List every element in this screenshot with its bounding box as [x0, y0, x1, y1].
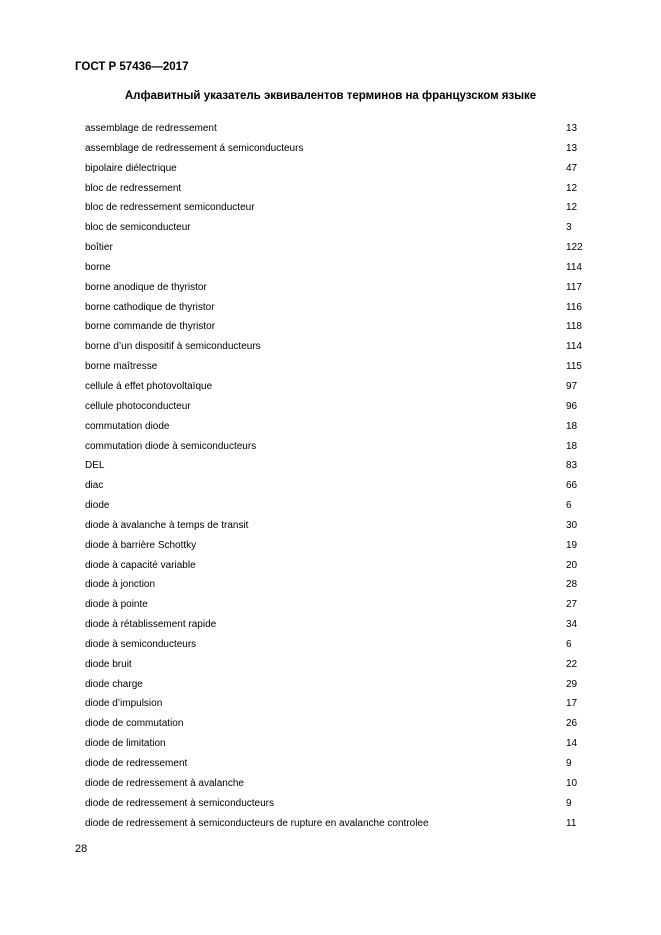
term-number: 114: [566, 341, 582, 353]
index-entry: [85, 496, 585, 516]
index-entry: [85, 258, 585, 278]
term-number: 13: [566, 142, 578, 154]
term-number: 17: [566, 698, 578, 710]
term-name: bipolaire diélectrique: [85, 162, 177, 174]
index-entry: [85, 198, 585, 218]
term-number: 116: [566, 301, 582, 313]
index-entry: [85, 714, 585, 734]
index-entry: [85, 456, 585, 476]
term-name: assemblage de redressement: [85, 123, 217, 134]
term-number: 83: [566, 460, 578, 472]
term-number: 10: [566, 777, 578, 789]
term-name: diode à semiconducteurs: [85, 638, 197, 650]
term-name: assemblage de redressement á semiconducteurs: [85, 142, 304, 154]
index-entry: [85, 417, 585, 437]
term-number: 14: [566, 738, 578, 750]
term-number: 22: [566, 658, 578, 670]
term-number: 114: [566, 261, 582, 273]
index-entry: [85, 159, 585, 179]
index-entry: [85, 536, 585, 556]
term-name: diode à jonction: [85, 579, 156, 591]
term-number: 97: [566, 380, 578, 392]
term-name: diode d’impulsion: [85, 698, 163, 710]
term-number: 122: [566, 242, 583, 254]
term-name: borne commande de thyristor: [85, 321, 216, 333]
index-entry: [85, 357, 585, 377]
index-entry: [85, 575, 585, 595]
index-entry: [85, 774, 585, 794]
term-number: 27: [566, 599, 578, 611]
term-number: 11: [566, 817, 577, 829]
index-entry: [85, 516, 585, 536]
index-title: Алфавитный указатель эквивалентов терминов на французском языке: [124, 90, 537, 102]
term-number: 115: [566, 361, 582, 373]
index-entry: [85, 556, 585, 576]
index-entry: [85, 794, 585, 814]
term-name: diode de limitation: [85, 738, 166, 750]
index-entry: [85, 119, 585, 139]
term-name: borne maîtresse: [85, 361, 158, 373]
term-name: diode de redressement: [85, 758, 188, 769]
index-entry: [85, 238, 585, 258]
term-number: 12: [566, 202, 578, 214]
term-name: diode: [85, 500, 110, 512]
term-name: diac: [85, 480, 104, 492]
term-name: DEL: [85, 460, 105, 472]
term-number: 66: [566, 480, 578, 492]
term-name: cellule á effet photovoltaïque: [85, 380, 213, 392]
term-name: bloc de redressement semiconducteur: [85, 202, 255, 214]
index-entry: [85, 337, 585, 357]
index-entry: [85, 377, 585, 397]
term-number: 18: [566, 440, 578, 452]
term-number: 96: [566, 400, 578, 412]
term-name: borne anodique de thyristor: [85, 281, 207, 293]
term-name: borne: [85, 261, 111, 273]
term-number: 34: [566, 619, 578, 631]
term-number: 6: [566, 500, 572, 512]
term-name: diode à capacité variable: [85, 559, 196, 571]
term-number: 118: [566, 321, 582, 333]
term-name: commutation diode à semiconducteurs: [85, 440, 257, 452]
index-entry: [85, 675, 585, 695]
term-number: 47: [566, 162, 578, 174]
term-number: 9: [566, 797, 572, 809]
index-entry: [85, 317, 585, 337]
term-number: 13: [566, 123, 578, 134]
term-name: diode de redressement à semiconducteurs: [85, 797, 274, 809]
index-entry: [85, 754, 585, 774]
index-entry: [85, 655, 585, 675]
index-entry: [85, 218, 585, 238]
document-code: ГОСТ Р 57436—2017: [75, 61, 189, 73]
term-name: diode à rétablissement rapide: [85, 619, 217, 631]
term-name: boîtier: [85, 242, 113, 254]
term-name: diode de redressement à avalanche: [85, 777, 244, 789]
term-number: 28: [566, 579, 578, 591]
term-number: 30: [566, 519, 578, 531]
index-entry: [85, 734, 585, 754]
term-name: diode de redressement à semiconducteurs de rupture en avalanche controlee: [85, 817, 429, 829]
index-entry: [85, 814, 585, 834]
term-name: diode à avalanche à temps de transit: [85, 519, 249, 531]
term-name: diode bruit: [85, 658, 132, 670]
term-name: diode de commutation: [85, 718, 184, 730]
index-entry: [85, 298, 585, 318]
index-entry: [85, 397, 585, 417]
index-entry: [85, 139, 585, 159]
index-entry: [85, 615, 585, 635]
term-index-list: [85, 119, 585, 833]
term-number: 3: [566, 222, 572, 234]
index-entry: [85, 635, 585, 655]
term-number: 117: [566, 281, 582, 293]
index-entry: [85, 595, 585, 615]
term-number: 20: [566, 559, 578, 571]
index-entry: [85, 476, 585, 496]
index-entry: [85, 694, 585, 714]
term-number: 29: [566, 678, 578, 690]
term-name: diode charge: [85, 678, 143, 690]
index-entry: [85, 179, 585, 199]
page-number: 28: [75, 843, 88, 855]
term-name: bloc de redressement: [85, 182, 182, 194]
term-number: 9: [566, 758, 572, 769]
term-name: diode à barrière Schottky: [85, 539, 197, 551]
term-name: bloc de semiconducteur: [85, 222, 191, 234]
term-number: 26: [566, 718, 578, 730]
index-entry: [85, 278, 585, 298]
term-name: cellule photoconducteur: [85, 400, 191, 412]
term-number: 18: [566, 420, 578, 432]
term-name: diode à pointe: [85, 599, 148, 611]
term-number: 6: [566, 638, 572, 650]
term-number: 12: [566, 182, 578, 194]
term-name: borne cathodique de thyristor: [85, 301, 215, 313]
term-name: borne d’un dispositif à semiconducteurs: [85, 341, 261, 353]
term-name: commutation diode: [85, 420, 170, 432]
index-entry: [85, 437, 585, 457]
term-number: 19: [566, 539, 578, 551]
